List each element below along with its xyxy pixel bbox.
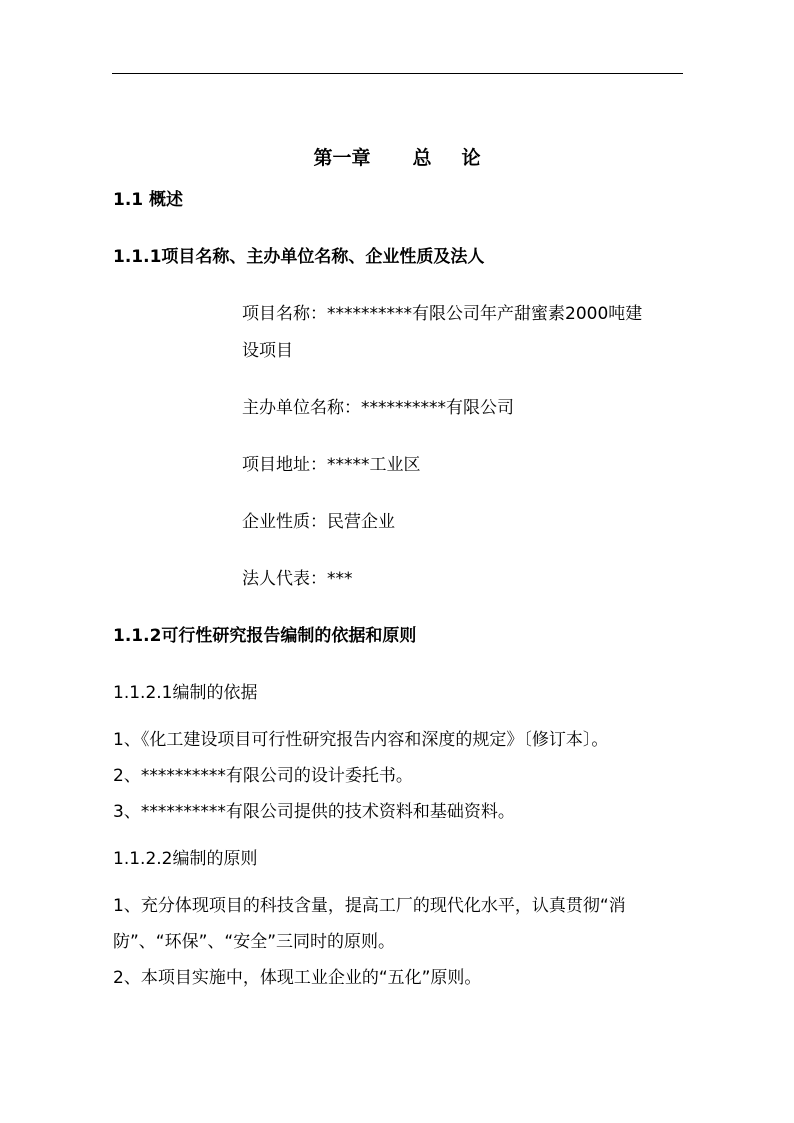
principle-1-line-2: 防”、“环保”、“安全”三同时的原则。 — [113, 932, 396, 952]
project-address: 项目地址：*****工业区 — [242, 455, 421, 475]
section-heading-1-1: 1.1 概述 — [113, 190, 184, 210]
basis-item-3: 3、**********有限公司提供的技术资料和基础资料。 — [113, 802, 515, 822]
section-heading-1-1-2-2: 1.1.2.2编制的原则 — [113, 849, 258, 869]
section-heading-1-1-2: 1.1.2可行性研究报告编制的依据和原则 — [113, 626, 417, 646]
legal-representative: 法人代表：*** — [242, 569, 353, 589]
header-rule — [112, 73, 683, 74]
sponsor-name: 主办单位名称：**********有限公司 — [242, 398, 514, 418]
chapter-title — [0, 146, 794, 170]
principle-1-line-1: 1、充分体现项目的科技含量，提高工厂的现代化水平，认真贯彻“消 — [113, 896, 626, 916]
chapter-title-part-2: 论 — [461, 147, 481, 169]
project-name-line-2: 设项目 — [242, 341, 293, 361]
principle-2: 2、本项目实施中，体现工业企业的“五化”原则。 — [113, 968, 482, 988]
chapter-label: 第一章 — [313, 147, 371, 169]
project-name-line-1: 项目名称：**********有限公司年产甜蜜素2000吨建 — [242, 304, 643, 324]
section-heading-1-1-2-1: 1.1.2.1编制的依据 — [113, 683, 258, 703]
enterprise-nature: 企业性质：民营企业 — [242, 512, 395, 532]
section-heading-1-1-1: 1.1.1项目名称、主办单位名称、企业性质及法人 — [113, 247, 485, 267]
basis-item-1: 1、《化工建设项目可行性研究报告内容和深度的规定》〔修订本〕。 — [113, 730, 609, 750]
basis-item-2: 2、**********有限公司的设计委托书。 — [113, 766, 413, 786]
chapter-title-part-1: 总 — [412, 147, 432, 169]
